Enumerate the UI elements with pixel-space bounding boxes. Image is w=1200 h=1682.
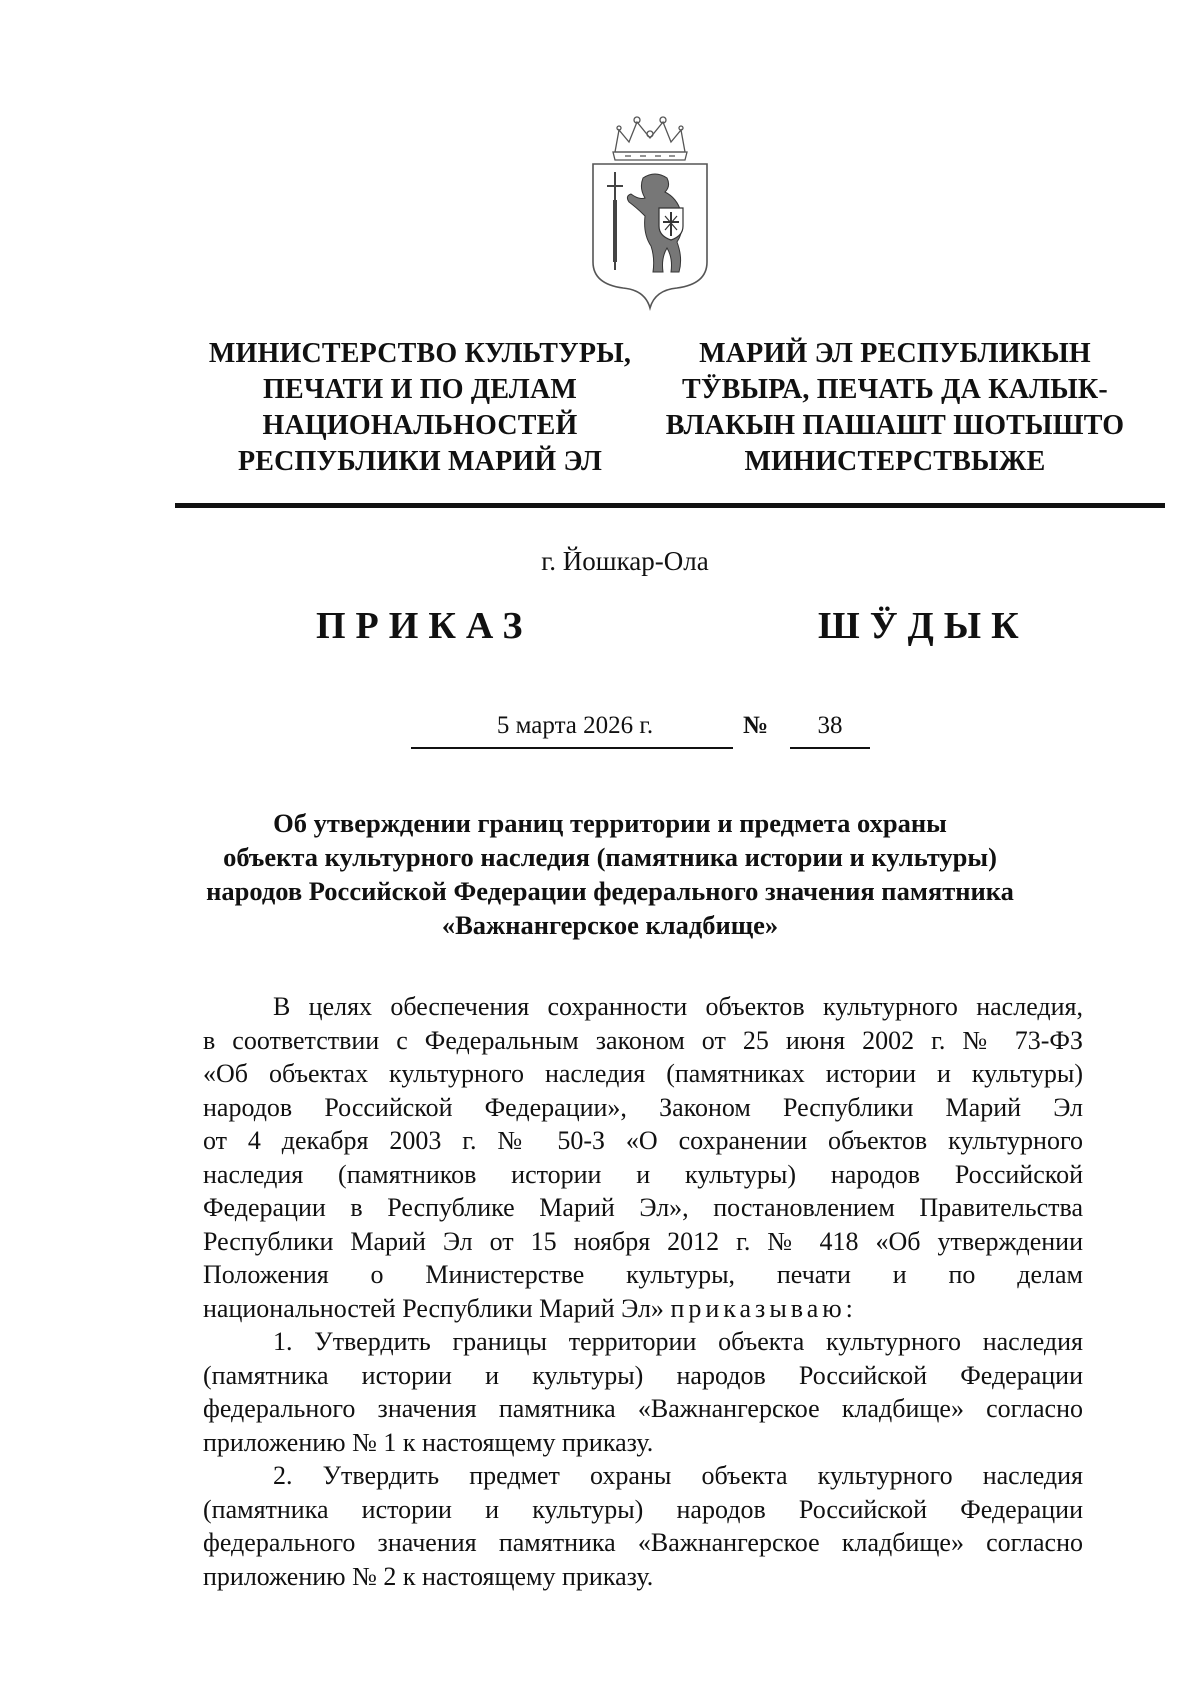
intro-line-7: Федерации в Республике Марий Эл», постановлением Правительства bbox=[203, 1193, 1083, 1222]
intro-line-5: от 4 декабря 2003 г. № 50-З «О сохранении объектов культурного bbox=[203, 1126, 1083, 1155]
item1-line-2: (памятника истории и культуры) народов Российской Федерации bbox=[203, 1360, 1083, 1390]
item1-line-1: 1. Утвердить границы территории объекта культурного наследия bbox=[273, 1327, 1083, 1356]
ministry-mari-line-3: ВЛАКЫН ПАШАШТ ШОТЫШТО bbox=[665, 410, 1125, 441]
order-title-russian: ПРИКАЗ bbox=[316, 605, 533, 647]
order-number: 38 bbox=[817, 712, 843, 739]
ministry-ru-line-2: ПЕЧАТИ И ПО ДЕЛАМ bbox=[262, 374, 578, 405]
coat-of-arms-emblem bbox=[585, 112, 715, 312]
ministry-ru-line-3: НАЦИОНАЛЬНОСТЕЙ bbox=[262, 410, 578, 441]
order-body-text bbox=[203, 990, 1083, 1593]
order-subject-title bbox=[150, 806, 1070, 942]
ministry-name-mari bbox=[660, 336, 1130, 480]
decree-word: приказываю: bbox=[670, 1293, 857, 1323]
intro-line-9: Положения о Министерстве культуры, печати и по делам bbox=[203, 1260, 1083, 1289]
ministry-name-russian bbox=[185, 336, 655, 480]
ministry-ru-line-4: РЕСПУБЛИКИ МАРИЙ ЭЛ bbox=[237, 446, 603, 477]
intro-line-8: Республики Марий Эл от 15 ноября 2012 г. № 418 «Об утверждении bbox=[203, 1226, 1083, 1256]
city-name: г. Йошкар-Ола bbox=[541, 546, 709, 576]
title-line-4: «Важнангерское кладбище» bbox=[441, 910, 779, 940]
item1-line-3: федерального значения памятника «Важнангерское кладбище» согласно bbox=[203, 1394, 1083, 1423]
number-sign: № bbox=[743, 712, 769, 739]
intro-line-6: наследия (памятников истории и культуры) народов Российской bbox=[203, 1159, 1083, 1189]
title-line-3: народов Российской Федерации федерального значения памятника bbox=[206, 876, 1014, 906]
intro-line-1: В целях обеспечения сохранности объектов культурного наследия, bbox=[273, 992, 1083, 1021]
ministry-mari-line-2: ТӰВЫРА, ПЕЧАТЬ ДА КАЛЫК- bbox=[682, 374, 1108, 405]
intro-line-2: в соответствии с Федеральным законом от 25 июня 2002 г. № 73-ФЗ bbox=[203, 1025, 1083, 1055]
item2-line-1: 2. Утвердить предмет охраны объекта культурного наследия bbox=[273, 1461, 1083, 1490]
number-underline bbox=[790, 747, 870, 749]
intro-line-10 bbox=[203, 1292, 1083, 1326]
intro-line-4: народов Российской Федерации», Законом Республики Марий Эл bbox=[203, 1092, 1083, 1122]
ministry-ru-line-1: МИНИСТЕРСТВО КУЛЬТУРЫ, bbox=[208, 338, 632, 369]
item1-line-4: приложению № 1 к настоящему приказу. bbox=[203, 1427, 654, 1457]
ministry-mari-line-4: МИНИСТЕРСТВЫЖЕ bbox=[744, 446, 1046, 477]
order-date: 5 марта 2026 г. bbox=[496, 712, 654, 739]
date-underline bbox=[411, 747, 733, 749]
item2-line-3: федерального значения памятника «Важнангерское кладбище» согласно bbox=[203, 1528, 1083, 1557]
header-divider bbox=[175, 503, 1165, 508]
order-title-mari: ШӰДЫК bbox=[818, 605, 1029, 647]
title-line-1: Об утверждении границ территории и предмета охраны bbox=[273, 808, 947, 838]
item2-line-2: (памятника истории и культуры) народов Российской Федерации bbox=[203, 1494, 1083, 1524]
item2-line-4: приложению № 2 к настоящему приказу. bbox=[203, 1561, 654, 1591]
intro-line-3: «Об объектах культурного наследия (памятниках истории и культуры) bbox=[203, 1059, 1083, 1088]
intro-last-text: национальностей Республики Марий Эл» bbox=[203, 1293, 664, 1323]
ministry-mari-line-1: МАРИЙ ЭЛ РЕСПУБЛИКЫН bbox=[699, 338, 1091, 369]
title-line-2: объекта культурного наследия (памятника истории и культуры) bbox=[223, 842, 997, 872]
